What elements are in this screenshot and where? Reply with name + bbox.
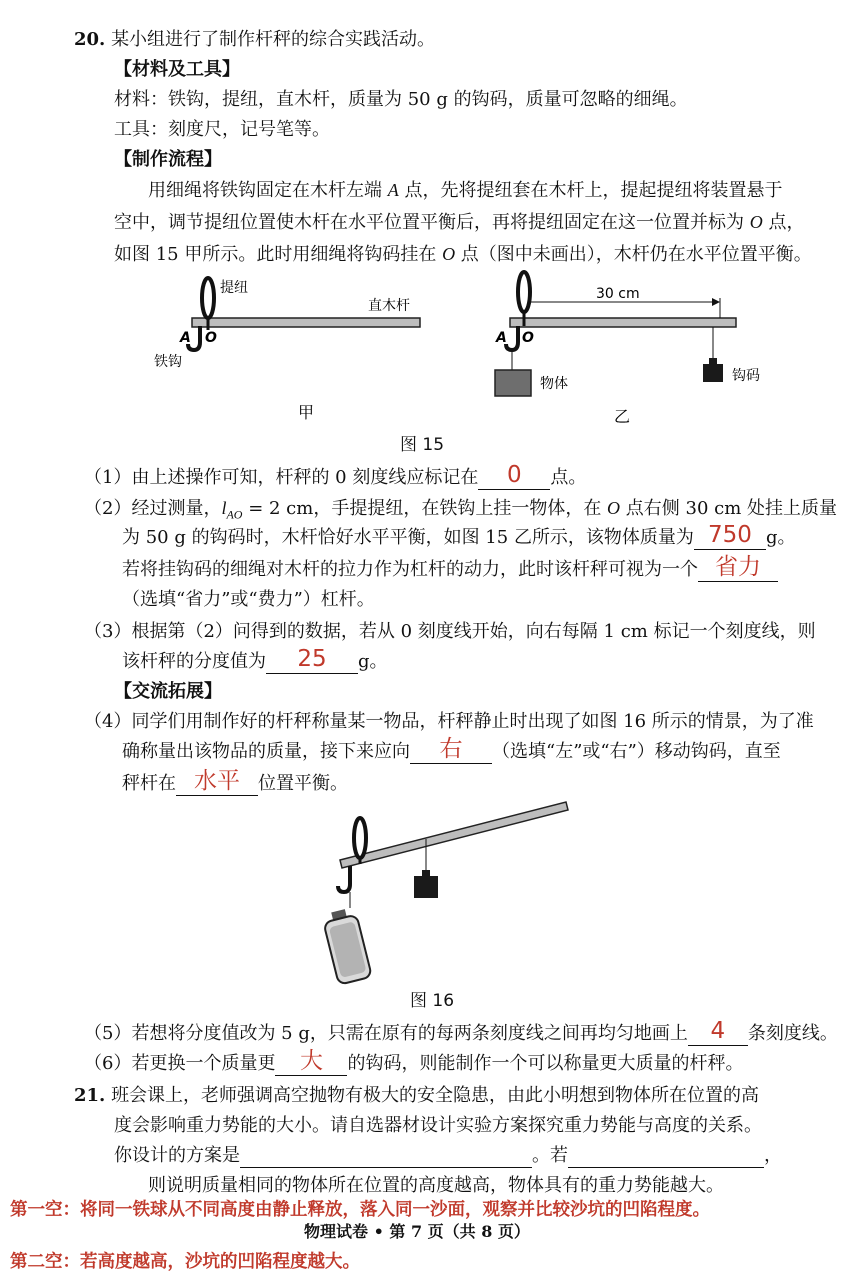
- part-6-answer: 大: [299, 1048, 323, 1074]
- part-1-blank[interactable]: [478, 462, 550, 490]
- part-5-blank[interactable]: [688, 1018, 748, 1046]
- object-block: [495, 370, 531, 396]
- label-a-yi: A: [496, 330, 507, 346]
- iron-hook-yi: [506, 326, 518, 350]
- bottle: [322, 907, 372, 985]
- subfigure-jia-label: 甲: [298, 403, 315, 422]
- part-4-answer-1: 右: [439, 736, 463, 762]
- part-3-line-2: 该杆秤的分度值为 25 g。: [122, 646, 388, 672]
- page-footer: 物理试卷 • 第 7 页（共 8 页）: [304, 1222, 530, 1241]
- process-line-1: 用细绳将铁钩固定在木杆左端 A 点，先将提纽套在木杆上，提起提纽将装置悬于: [148, 180, 783, 201]
- figure-16: [310, 796, 580, 986]
- q21-blank-2[interactable]: [568, 1145, 764, 1168]
- figure-15-yi: [495, 272, 760, 426]
- part-4-line-1: （4）同学们用制作好的杆秤称量某一物品，杆秤静止时出现了如图 16 所示的情景，为了准: [84, 711, 814, 732]
- part-4-blank-2[interactable]: [176, 768, 258, 796]
- part-2-line-1: （2）经过测量，$l_{AO} = 2$ cm，手提提纽，在铁钩上挂一物体，在 O 点右侧 30 cm 处挂上质量: [84, 498, 837, 522]
- label-tiniu: 提纽: [220, 280, 248, 296]
- part-1: （1）由上述操作可知，杆秤的 0 刻度线应标记在 0 点。: [84, 462, 587, 488]
- label-weight: 钩码: [732, 368, 760, 384]
- tilted-stick: [340, 802, 568, 868]
- materials-line: 材料：铁钩，提纽，直木杆，质量为 50 g 的钩码，质量可忽略的细绳。: [114, 89, 688, 110]
- process-line-3: 如图 15 甲所示。此时用细绳将钩码挂在 O 点（图中未画出），木杆仍在水平位置平衡。: [114, 244, 812, 265]
- part-2-answer-1: 750: [707, 522, 752, 548]
- label-a-jia: A: [180, 330, 191, 346]
- process-heading: 【制作流程】: [114, 149, 222, 170]
- part-3-answer: 25: [297, 646, 327, 672]
- exchange-heading: 【交流拓展】: [114, 681, 222, 702]
- part-4-answer-2: 水平: [194, 768, 240, 794]
- question-20-title: 20. 某小组进行了制作杆秤的综合实践活动。: [74, 29, 436, 50]
- materials-heading: 【材料及工具】: [114, 59, 240, 80]
- part-6: （6）若更换一个质量更 大 的钩码，则能制作一个可以称量更大质量的杆秤。: [84, 1048, 744, 1074]
- q21-blank-1[interactable]: [240, 1145, 532, 1168]
- part-4-line-3: 秤杆在 水平 位置平衡。: [122, 768, 348, 794]
- part-2-line-2: 为 50 g 的钩码时，木杆恰好水平平衡，如图 15 乙所示，该物体质量为 750 g。: [122, 522, 796, 548]
- part-2-line-3: 若将挂钩码的细绳对木杆的拉力作为杠杆的动力，此时该杆秤可视为一个 省力: [122, 558, 778, 582]
- lifting-knob-fig16: [354, 818, 366, 858]
- part-2-blank-1[interactable]: [694, 522, 766, 550]
- question-21-line-2: 度会影响重力势能的大小。请自选器材设计实验方案探究重力势能与高度的关系。: [114, 1115, 762, 1136]
- wooden-stick-jia: [192, 318, 420, 327]
- wooden-stick-yi: [510, 318, 736, 327]
- part-2-blank-2[interactable]: [698, 554, 778, 582]
- label-o-jia: O: [205, 330, 217, 346]
- answer-note-first: 第一空：将同一铁球从不同高度由静止释放，落入同一沙面，观察并比较沙坑的凹陷程度。: [10, 1200, 710, 1220]
- label-object: 物体: [540, 376, 568, 392]
- question-21-line-3: 你设计的方案是 。若 ，: [114, 1145, 782, 1166]
- question-21-line-1: 21. 班会课上，老师强调高空抛物有极大的安全隐患，由此小明想到物体所在位置的高: [74, 1085, 760, 1106]
- process-line-2: 空中，调节提纽位置使木杆在水平位置平衡后，再将提纽固定在这一位置并标为 O 点，: [114, 212, 805, 233]
- part-4-blank-1[interactable]: [410, 736, 492, 764]
- label-30cm: 30 cm: [596, 286, 640, 302]
- tools-line: 工具：刻度尺，记号笔等。: [114, 119, 330, 140]
- part-3-blank[interactable]: [266, 646, 358, 674]
- answer-note-second: 第二空：若高度越高，沙坑的凹陷程度越大。: [10, 1252, 360, 1272]
- question-21-line-4: 则说明质量相同的物体所在位置的高度越高，物体具有的重力势能越大。: [148, 1175, 724, 1196]
- weight-fig16: [414, 876, 438, 898]
- part-2-line-4: （选填“省力”或“费力”）杠杆。: [122, 589, 375, 610]
- part-3-line-1: （3）根据第（2）问得到的数据，若从 0 刻度线开始，向右每隔 1 cm 标记一个刻度线，则: [84, 621, 816, 642]
- weight-block: [703, 364, 723, 382]
- figure-15-caption: 图 15: [400, 435, 445, 455]
- label-stick: 直木杆: [368, 298, 410, 314]
- part-1-answer: 0: [507, 462, 522, 488]
- figure-15: [140, 270, 760, 440]
- iron-hook-fig16: [338, 866, 350, 892]
- figure-15-jia: [154, 278, 420, 422]
- part-5: （5）若想将分度值改为 5 g，只需在原有的每两条刻度线之间再均匀地画上 4 条刻度线。: [84, 1018, 838, 1044]
- part-4-line-2: 确称量出该物品的质量，接下来应向 右 （选填“左”或“右”）移动钩码，直至: [122, 736, 781, 762]
- subfigure-yi-label: 乙: [614, 407, 631, 426]
- part-2-answer-2: 省力: [715, 554, 761, 580]
- lifting-knob-jia: [202, 278, 214, 318]
- lifting-knob-yi: [518, 272, 530, 312]
- part-6-blank[interactable]: [275, 1048, 347, 1076]
- part-5-answer: 4: [710, 1018, 726, 1044]
- figure-16-caption: 图 16: [410, 991, 455, 1011]
- label-hook: 铁钩: [154, 354, 182, 370]
- label-o-yi: O: [522, 330, 534, 346]
